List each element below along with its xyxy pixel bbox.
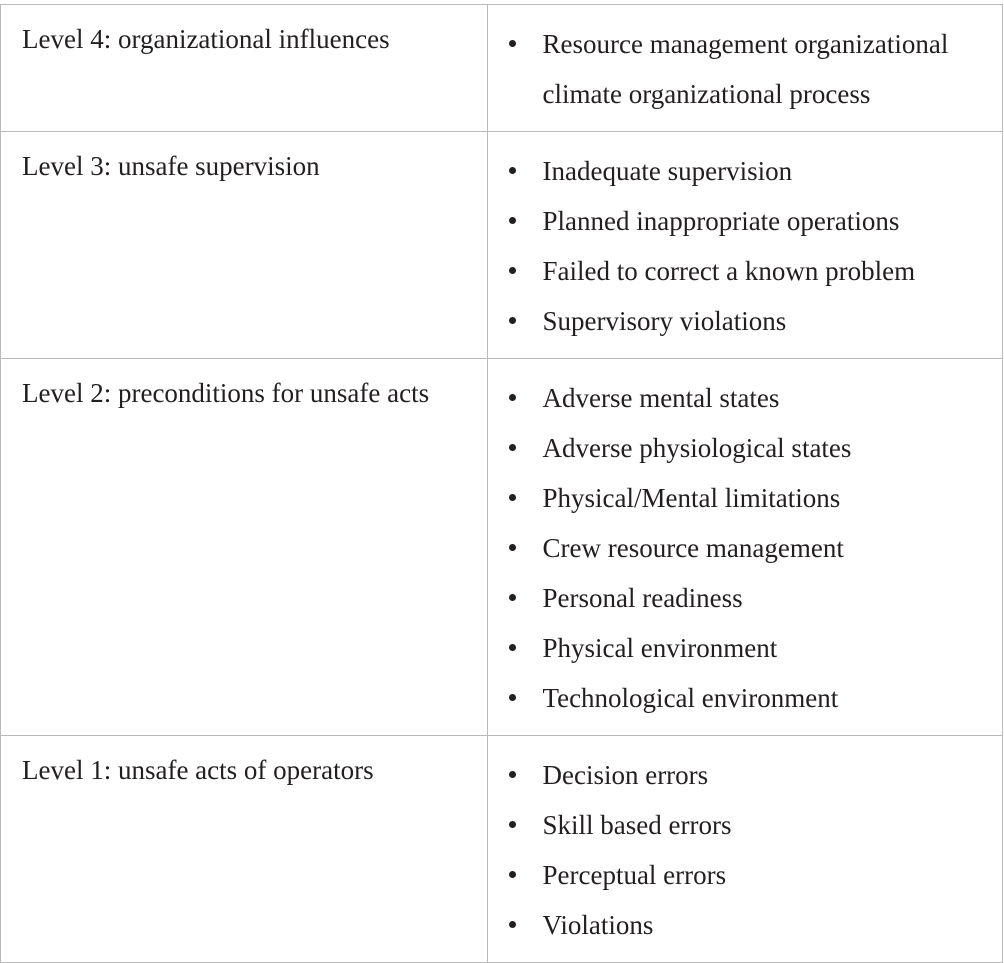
- list-item: [488, 473, 1002, 523]
- list-item: [488, 523, 1002, 573]
- factor-text: Failed to correct a known problem: [542, 256, 916, 286]
- factor-list: [488, 373, 1002, 723]
- bullet-icon: [509, 444, 516, 451]
- list-item: [488, 573, 1002, 623]
- factor-text: Skill based errors: [542, 810, 732, 840]
- bullet-icon: [509, 694, 516, 701]
- bullet-icon: [509, 544, 516, 551]
- bullet-icon: [509, 217, 516, 224]
- bullet-icon: [509, 317, 516, 324]
- list-item: [488, 750, 1002, 800]
- bullet-icon: [509, 821, 516, 828]
- level-label: Level 3: unsafe supervision: [1, 132, 488, 359]
- list-item: [488, 423, 1002, 473]
- factor-cell: [488, 5, 1003, 132]
- factor-list: [488, 750, 1002, 950]
- bullet-icon: [509, 494, 516, 501]
- factor-text: Resource management organizational climate organizational process: [542, 29, 949, 109]
- factor-cell: [488, 736, 1003, 963]
- table-row: [1, 359, 1003, 736]
- table-row: [1, 132, 1003, 359]
- factor-text: Adverse mental states: [542, 383, 780, 413]
- list-item: [488, 900, 1002, 950]
- bullet-icon: [509, 644, 516, 651]
- list-item: [488, 800, 1002, 850]
- list-item: [488, 19, 1002, 119]
- factor-text: Technological environment: [542, 683, 839, 713]
- factor-text: Physical environment: [542, 633, 778, 663]
- factor-text: Decision errors: [542, 760, 709, 790]
- factor-text: Crew resource management: [542, 533, 844, 563]
- bullet-icon: [509, 871, 516, 878]
- table-row: [1, 5, 1003, 132]
- factor-cell: [488, 359, 1003, 736]
- factor-list: [488, 146, 1002, 346]
- factor-text: Inadequate supervision: [542, 156, 793, 186]
- bullet-icon: [509, 267, 516, 274]
- factor-text: Planned inappropriate operations: [542, 206, 900, 236]
- list-item: [488, 246, 1002, 296]
- level-label: Level 1: unsafe acts of operators: [1, 736, 488, 963]
- list-item: [488, 296, 1002, 346]
- factor-text: Physical/Mental limitations: [542, 483, 841, 513]
- table-row: [1, 736, 1003, 963]
- bullet-icon: [509, 921, 516, 928]
- bullet-icon: [509, 167, 516, 174]
- level-label: Level 2: preconditions for unsafe acts: [1, 359, 488, 736]
- factor-text: Violations: [542, 910, 654, 940]
- list-item: [488, 196, 1002, 246]
- bullet-icon: [509, 394, 516, 401]
- list-item: [488, 850, 1002, 900]
- factor-text: Adverse physiological states: [542, 433, 852, 463]
- factor-text: Perceptual errors: [542, 860, 727, 890]
- hfacs-levels-table: [0, 4, 1003, 963]
- list-item: [488, 623, 1002, 673]
- list-item: [488, 373, 1002, 423]
- bullet-icon: [509, 594, 516, 601]
- factor-list: [488, 19, 1002, 119]
- bullet-icon: [509, 40, 516, 47]
- factor-text: Supervisory violations: [542, 306, 787, 336]
- factor-text: Personal readiness: [542, 583, 743, 613]
- bullet-icon: [509, 771, 516, 778]
- factor-cell: [488, 132, 1003, 359]
- list-item: [488, 673, 1002, 723]
- level-label: Level 4: organizational influences: [1, 5, 488, 132]
- list-item: [488, 146, 1002, 196]
